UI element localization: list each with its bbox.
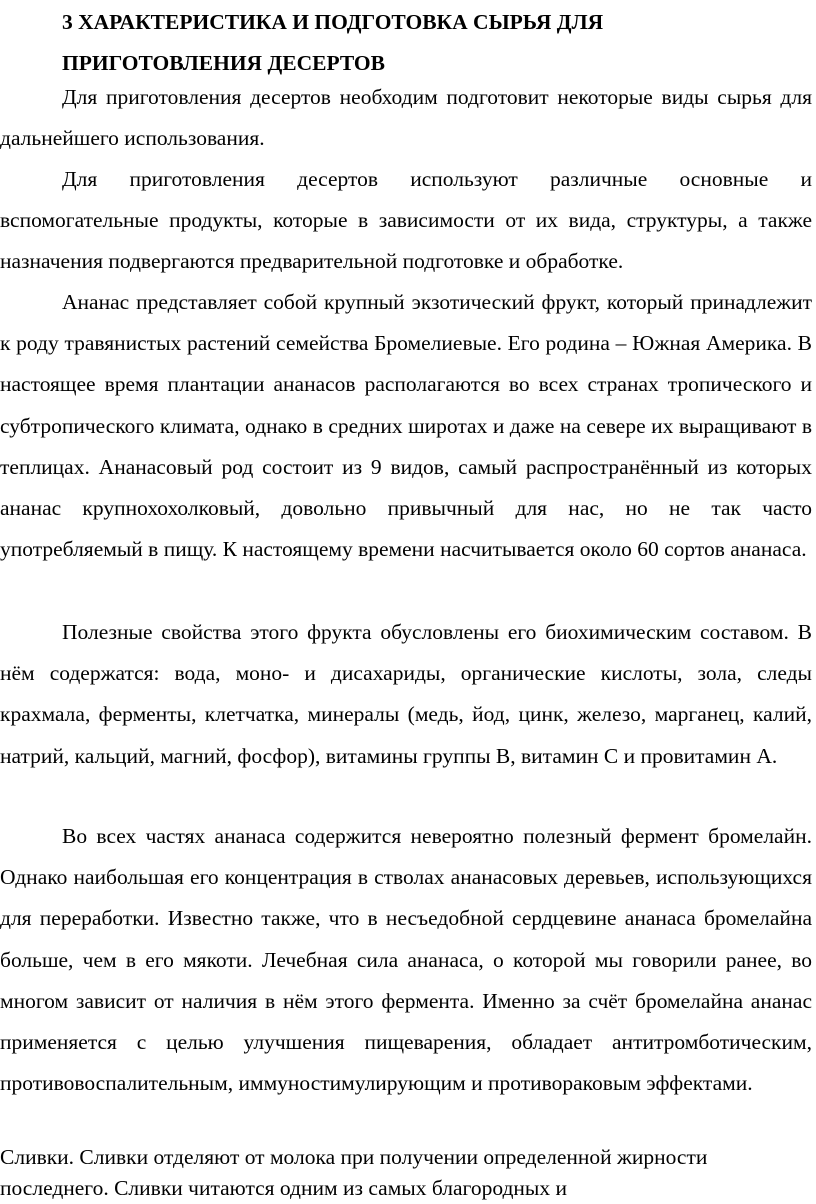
paragraph-properties: Полезные свойства этого фрукта обусловлены его биохимическим составом. В нём содержатся: вода, моно- и дисахариды, органические кислоты, зола, следы крахмала, ферменты, клетчатка, минералы (медь, йод, цинк, железо, марганец, калий, натрий, кальций, магний, фосфор), витамины группы В, витамин С и провитамин А. [0,620,812,768]
paragraph-cream: Сливки. Сливки отделяют от молока при получении определенной жирности последнего. Сливки читаются одним из самых благородных и [0,1145,708,1200]
paragraph-bromelain: Во всех частях ананаса содержится невероятно полезный фермент бромелайн. Однако наибольшая его концентрация в стволах ананасовых деревьев, использующихся для переработки. Известно также, что в несъедобной сердцевине ананаса бромелайна больше, чем в его мякоти. Лечебная сила ананаса, о которой мы говорили ранее, во многом зависит от наличия в нём этого фермента. Именно за счёт бромелайна ананас применяется с целью улучшения пищеварения, обладает антитромботическим, противовоспалительным, иммуностимулирующим и противораковым эффектами. [0,824,812,1096]
paragraph-intro: Для приготовления десертов необходим подготовит некоторые виды сырья для дальнейшего использования. [0,85,812,151]
paragraph-products: Для приготовления десертов используют различные основные и вспомогательные продукты, которые в зависимости от их вида, структуры, а также назначения подвергаются предварительной подготовке и обработке. [0,167,812,274]
paragraph-pineapple: Ананас представляет собой крупный экзотический фрукт, который принадлежит к роду травянистых растений семейства Бромелиевые. Его родина – Южная Америка. В настоящее время плантации ананасов располагаются во всех странах тропического и субтропического климата, однако в средних широтах и даже на севере их выращивают в теплицах. Ананасовый род состоит из 9 видов, самый распространённый из которых ананас крупнохохолковый, довольно привычный для нас, но не так часто употребляемый в пищу. К настоящему времени насчитывается около 60 сортов ананаса. [0,290,812,562]
section-heading: 3 ХАРАКТЕРИСТИКА И ПОДГОТОВКА СЫРЬЯ ДЛЯ ПРИГОТОВЛЕНИЯ ДЕСЕРТОВ [62,10,604,75]
